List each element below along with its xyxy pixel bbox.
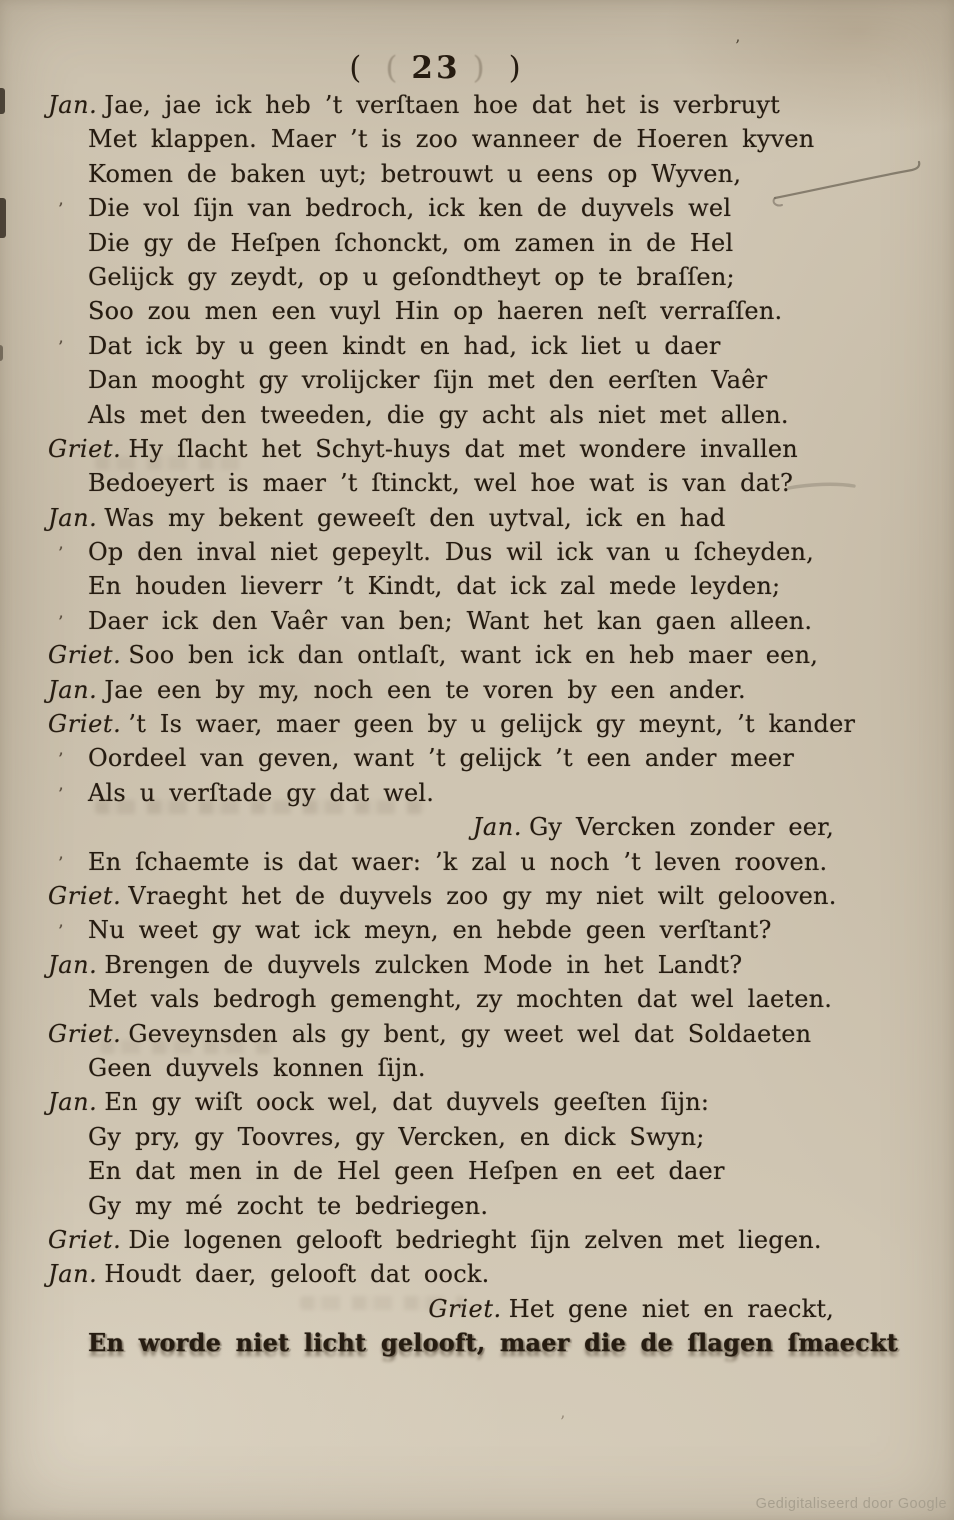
google-digitization-watermark: Gedigitaliseerd door Google — [755, 1496, 947, 1512]
dialogue-line — [0, 432, 954, 466]
dialogue-line — [0, 673, 954, 707]
dialogue-line — [0, 879, 954, 913]
line-text: Gy pry, gy Toovres, gy Vercken, en dick Swyn; — [88, 1122, 705, 1151]
line-text: Die gy de Heſpen ſchonckt, om zamen in de Hel — [88, 228, 734, 257]
dialogue-line — [0, 88, 954, 122]
dialogue-line — [0, 363, 954, 397]
dialogue-line — [0, 707, 954, 741]
dialogue-line — [0, 604, 954, 638]
header-ghost-paren-right: ) — [472, 50, 487, 86]
dialogue-line — [0, 294, 954, 328]
speaker-name: Jan. — [472, 813, 523, 842]
dialogue-line — [0, 913, 954, 947]
speaker-name: Griet. — [428, 1294, 502, 1323]
dialogue-block — [0, 88, 954, 1360]
speaker-name: Jan. — [48, 1260, 98, 1289]
speaker-name: Jan. — [48, 503, 98, 532]
margin-mark: ’ — [58, 544, 64, 565]
line-text: Die logenen gelooft bedrieght ſijn zelven met liegen. — [128, 1225, 822, 1254]
dialogue-line — [0, 398, 954, 432]
line-text: Jae een by my, noch een te voren by een ander. — [104, 675, 746, 704]
speaker-name: Jan. — [48, 950, 98, 979]
page-edge-mark — [0, 88, 5, 114]
line-text: Met klappen. Maer ’t is zoo wanneer de Hoeren kyven — [88, 125, 815, 154]
margin-mark: ’ — [58, 200, 64, 221]
dialogue-line — [0, 122, 954, 156]
dialogue-line — [0, 501, 954, 535]
dialogue-line — [0, 191, 954, 225]
line-text: Op den inval niet gepeylt. Dus wil ick van u ſcheyden, — [88, 538, 814, 567]
speaker-name: Jan. — [48, 1088, 98, 1117]
line-text: Nu weet gy wat ick meyn, en hebde geen verſtant? — [88, 916, 772, 945]
line-text: ’t Is waer, maer geen by u gelijck gy meynt, ’t kander — [128, 710, 856, 739]
speaker-name: Griet. — [48, 641, 122, 670]
dialogue-line — [0, 638, 954, 672]
dialogue-line — [0, 226, 954, 260]
line-text: Was my bekent geweeſt den uytval, ick en had — [104, 503, 726, 532]
page-edge-mark — [0, 345, 3, 361]
margin-mark: ’ — [58, 853, 64, 874]
dialogue-line — [0, 569, 954, 603]
line-text: Die vol ſijn van bedroch, ick ken de duyvels wel — [88, 194, 732, 223]
dialogue-line — [0, 1326, 954, 1360]
line-text: En ſchaemte is dat waer: ’k zal u noch ’t leven rooven. — [88, 847, 828, 876]
line-text: Geveynsden als gy bent, gy weet wel dat Soldaeten — [128, 1019, 812, 1048]
margin-mark: ’ — [58, 612, 64, 633]
header-paren-left: ( — [349, 50, 364, 86]
ink-speck: ’ — [560, 1412, 566, 1431]
line-text: Gy my mé zocht te bedriegen. — [88, 1191, 489, 1220]
line-text: Komen de baken uyt; betrouwt u eens op Wyven, — [88, 159, 742, 188]
dialogue-line — [0, 982, 954, 1016]
dialogue-line — [0, 1085, 954, 1119]
line-text: Geen duyvels konnen ſijn. — [88, 1053, 426, 1082]
margin-mark: ’ — [58, 337, 64, 358]
speaker-name: Griet. — [48, 710, 122, 739]
dialogue-line — [0, 535, 954, 569]
line-text: En dat men in de Hel geen Heſpen en eet daer — [88, 1157, 725, 1186]
line-text: Houdt daer, gelooft dat oock. — [104, 1260, 490, 1289]
margin-mark: ’ — [58, 784, 64, 805]
line-text: Als met den tweeden, die gy acht als niet met allen. — [88, 400, 789, 429]
margin-mark: ’ — [58, 922, 64, 943]
line-text: Met vals bedrogh gemenght, zy mochten dat wel laeten. — [88, 985, 833, 1014]
dialogue-line — [0, 329, 954, 363]
line-text: En houden lieverr ’t Kindt, dat ick zal mede leyden; — [88, 572, 781, 601]
line-text: Gy Vercken zonder eer, — [529, 813, 834, 842]
dialogue-line — [0, 1189, 954, 1223]
dialogue-line — [0, 1154, 954, 1188]
line-text: Jae, jae ick heb ’t verſtaen hoe dat het is verbruyt — [104, 91, 780, 119]
dialogue-line — [0, 776, 954, 810]
dialogue-line — [0, 1257, 954, 1291]
header-paren-right: ) — [508, 50, 523, 86]
line-text: Daer ick den Vaêr van ben; Want het kan gaen alleen. — [88, 606, 813, 635]
line-text: Oordeel van geven, want ’t gelijck ’t een ander meer — [88, 744, 794, 773]
dialogue-line — [0, 1223, 954, 1257]
line-text: Dat ick by u geen kindt en had, ick liet u daer — [88, 331, 721, 360]
line-text: Vraeght het de duyvels zoo gy my niet wilt gelooven. — [128, 881, 837, 910]
line-text: Bedoeyert is maer ’t ſtinckt, wel hoe wat is van dat? — [88, 469, 794, 498]
dialogue-line — [0, 1051, 954, 1085]
line-text: Hy ſlacht het Schyt-huys dat met wondere invallen — [128, 434, 798, 463]
speaker-name: Jan. — [48, 675, 98, 704]
page-number-header — [0, 50, 872, 86]
ink-speck: ’ — [735, 36, 741, 55]
dialogue-line — [0, 1017, 954, 1051]
line-text: Gelijck gy zeydt, op u geſondtheyt op te braſſen; — [88, 262, 735, 291]
dialogue-line — [0, 845, 954, 879]
dialogue-line — [0, 948, 954, 982]
line-text: Dan mooght gy vrolijcker ſijn met den eerſten Vaêr — [88, 366, 768, 395]
speaker-name: Griet. — [48, 434, 122, 463]
dialogue-line — [0, 1120, 954, 1154]
line-text: Soo zou men een vuyl Hin op haeren neſt verraſſen. — [88, 297, 783, 326]
dialogue-line — [0, 260, 954, 294]
line-text: Brengen de duyvels zulcken Mode in het Landt? — [104, 950, 743, 979]
dialogue-line — [0, 1292, 954, 1326]
page-number: 23 — [411, 50, 461, 86]
line-text: Als u verſtade gy dat wel. — [88, 778, 435, 807]
dialogue-line — [0, 466, 954, 500]
dialogue-line — [0, 810, 954, 844]
dialogue-line — [0, 741, 954, 775]
speaker-name: Griet. — [48, 1225, 122, 1254]
line-text: En gy wiſt oock wel, dat duyvels geeſten ſijn: — [104, 1088, 710, 1117]
line-text: En worde niet licht gelooft, maer die de ſlagen ſmaeckt — [88, 1328, 898, 1358]
speaker-name: Griet. — [48, 1019, 122, 1048]
page-edge-mark — [0, 198, 6, 238]
margin-mark: ’ — [58, 750, 64, 771]
header-ghost-paren-left: ( — [385, 50, 400, 86]
speaker-name: Jan. — [48, 91, 98, 119]
line-text: Het gene niet en raeckt, — [508, 1294, 834, 1323]
dialogue-line — [0, 157, 954, 191]
line-text: Soo ben ick dan ontlaſt, want ick en heb maer een, — [128, 641, 819, 670]
speaker-name: Griet. — [48, 881, 122, 910]
